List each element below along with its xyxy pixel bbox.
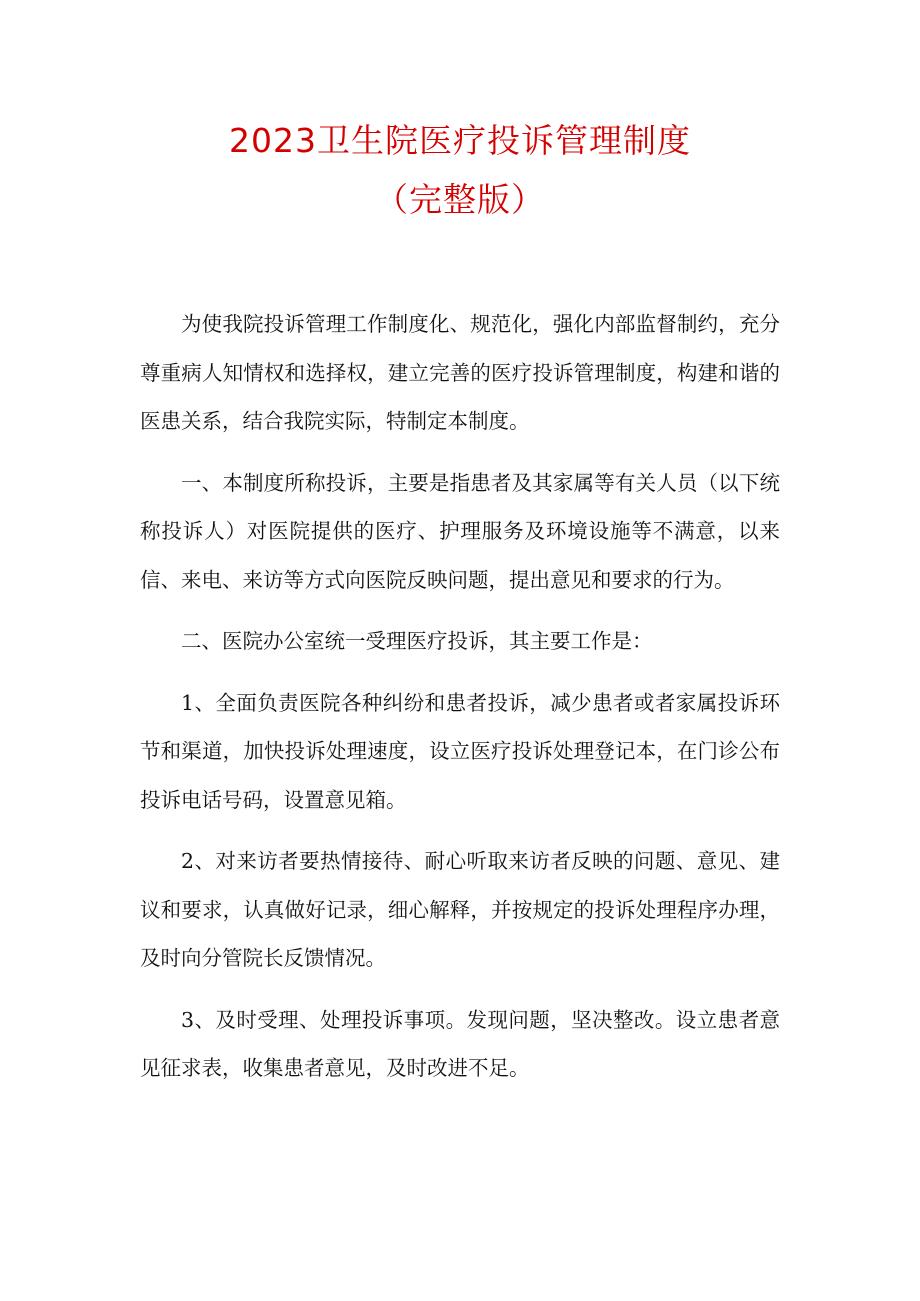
document-body bbox=[140, 300, 780, 1106]
paragraph-item-1: 1、全面负责医院各种纠纷和患者投诉，减少患者或者家属投诉环节和渠道，加快投诉处理速度，设立医疗投诉处理登记本，在门诊公布投诉电话号码，设置意见箱。 bbox=[140, 690, 780, 812]
paragraph-item-2: 2、对来访者要热情接待、耐心听取来访者反映的问题、意见、建议和要求，认真做好记录，细心解释，并按规定的投诉处理程序办理，及时向分管院长反馈情况。 bbox=[140, 849, 780, 970]
paragraph-intro: 为使我院投诉管理工作制度化、规范化，强化内部监督制约，充分尊重病人知情权和选择权，建立完善的医疗投诉管理制度，构建和谐的医患关系，结合我院实际，特制定本制度。 bbox=[140, 312, 780, 433]
document-title: 2023卫生院医疗投诉管理制度 bbox=[229, 121, 691, 160]
document-subtitle: （完整版） bbox=[375, 180, 545, 219]
paragraph-item-3: 3、及时受理、处理投诉事项。发现问题，坚决整改。设立患者意见征求表，收集患者意见，及时改进不足。 bbox=[140, 1007, 780, 1080]
paragraph-section-2: 二、医院办公室统一受理医疗投诉，其主要工作是： bbox=[181, 629, 653, 653]
paragraph-section-1: 一、本制度所称投诉，主要是指患者及其家属等有关人员（以下统称投诉人）对医院提供的医疗、护理服务及环境设施等不满意，以来信、来电、来访等方式向医院反映问题，提出意见和要求的行为。 bbox=[140, 470, 780, 592]
